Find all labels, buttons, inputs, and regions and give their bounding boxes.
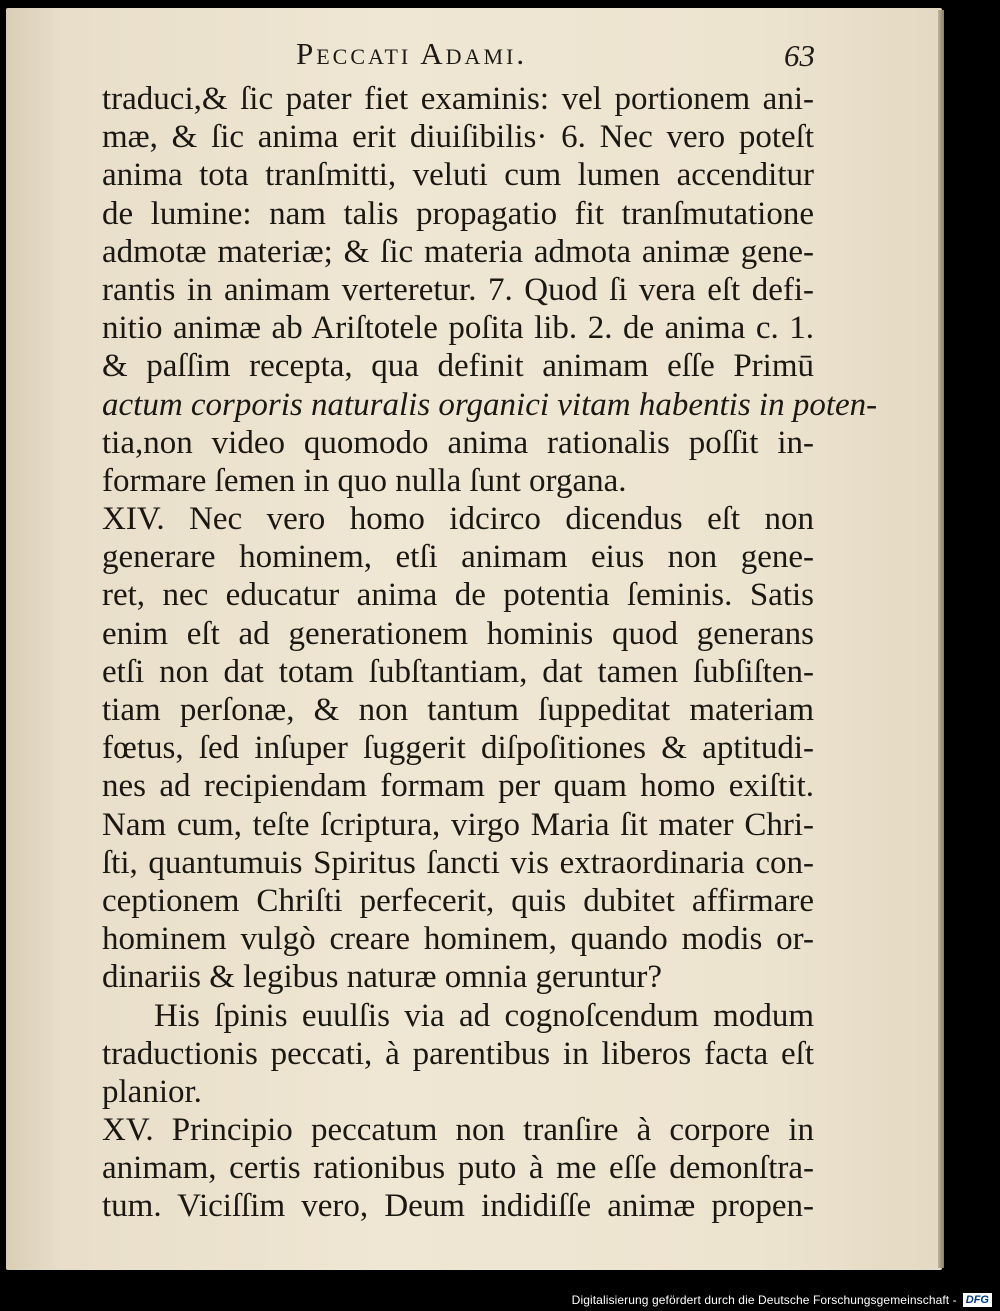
text-line: admotæ materiæ; & ſic materia admota animæ gene- — [102, 233, 814, 270]
text-line: Nam cum, teſte ſcriptura, virgo Maria ſit mater Chri- — [102, 806, 814, 843]
text-line: tiam perſonæ, & non tantum ſuppeditat materiam — [102, 692, 814, 728]
text-line: etſi non dat totam ſubſtantiam, dat tamen ſubſiſten- — [102, 653, 814, 690]
text-line: traduci,& ſic pater fiet examinis: vel portionem ani- — [102, 81, 814, 117]
page-number: 63 — [784, 38, 815, 73]
book-page — [6, 8, 942, 1270]
text-line: anima tota tranſmitti, veluti cum lumen accenditur — [102, 157, 814, 194]
text-line: tum. Viciſſim vero, Deum indidiſſe animæ propen- — [102, 1188, 814, 1225]
text-line: de lumine: nam talis propagatio fit tranſmutatione — [102, 195, 814, 232]
text-line: planior. — [102, 1073, 202, 1110]
dfg-logo: DFG — [963, 1293, 992, 1307]
text-line: animam, certis rationibus puto à me eſſe demonſtra- — [102, 1150, 814, 1187]
running-head — [6, 36, 942, 76]
text-line: fœtus, ſed inſuper ſuggerit diſpoſitiones & aptitudi- — [102, 730, 814, 767]
page-edge — [938, 10, 944, 1268]
footer — [572, 1292, 992, 1308]
text-line: ſti, quantumuis Spiritus ſancti vis extraordinaria con- — [102, 844, 814, 881]
text-line: dinariis & legibus naturæ omnia geruntur? — [102, 959, 662, 996]
text-line: & paſſim recepta, qua definit animam eſſe Primū — [102, 348, 814, 385]
text-line: nes ad recipiendam formam per quam homo exiſtit. — [102, 768, 814, 805]
text-line-italic: actum corporis naturalis organici vitam habentis in poten- — [102, 386, 878, 423]
section-heading-line: XV. Principio peccatum non tranſire à corpore in — [102, 1112, 814, 1149]
text-line: ceptionem Chriſti perfecerit, quis dubitet affirmare — [102, 882, 814, 919]
paragraph-start-line: His ſpinis euulſis via ad cognoſcendum modum — [154, 997, 814, 1034]
funding-credit: Digitalisierung gefördert durch die Deutsche Forschungsgemeinschaft - — [571, 1293, 957, 1307]
text-line: nitio animæ ab Ariſtotele poſita lib. 2. de anima c. 1. — [102, 310, 814, 347]
text-line: generare hominem, etſi animam eius non gene- — [102, 539, 814, 576]
text-line: formare ſemen in quo nulla ſunt organa. — [102, 462, 627, 499]
text-line: ret, nec educatur anima de potentia ſeminis. Satis — [102, 577, 814, 614]
running-title: Peccati Adami. — [296, 36, 528, 71]
section-heading-line: XIV. Nec vero homo idcirco dicendus eſt non — [102, 501, 814, 538]
text-line: tia,non video quomodo anima rationalis poſſit in- — [102, 424, 814, 461]
text-line: enim eſt ad generationem hominis quod generans — [102, 615, 814, 652]
text-line: mæ, & ſic anima erit diuiſibilis· 6. Nec vero poteſt — [102, 119, 814, 156]
text-line: traductionis peccati, à parentibus in liberos facta eſt — [102, 1035, 814, 1072]
body-text — [102, 80, 878, 1226]
text-line: hominem vulgò creare hominem, quando modis or- — [102, 921, 814, 958]
text-line: rantis in animam verteretur. 7. Quod ſi vera eſt defi- — [102, 271, 814, 308]
